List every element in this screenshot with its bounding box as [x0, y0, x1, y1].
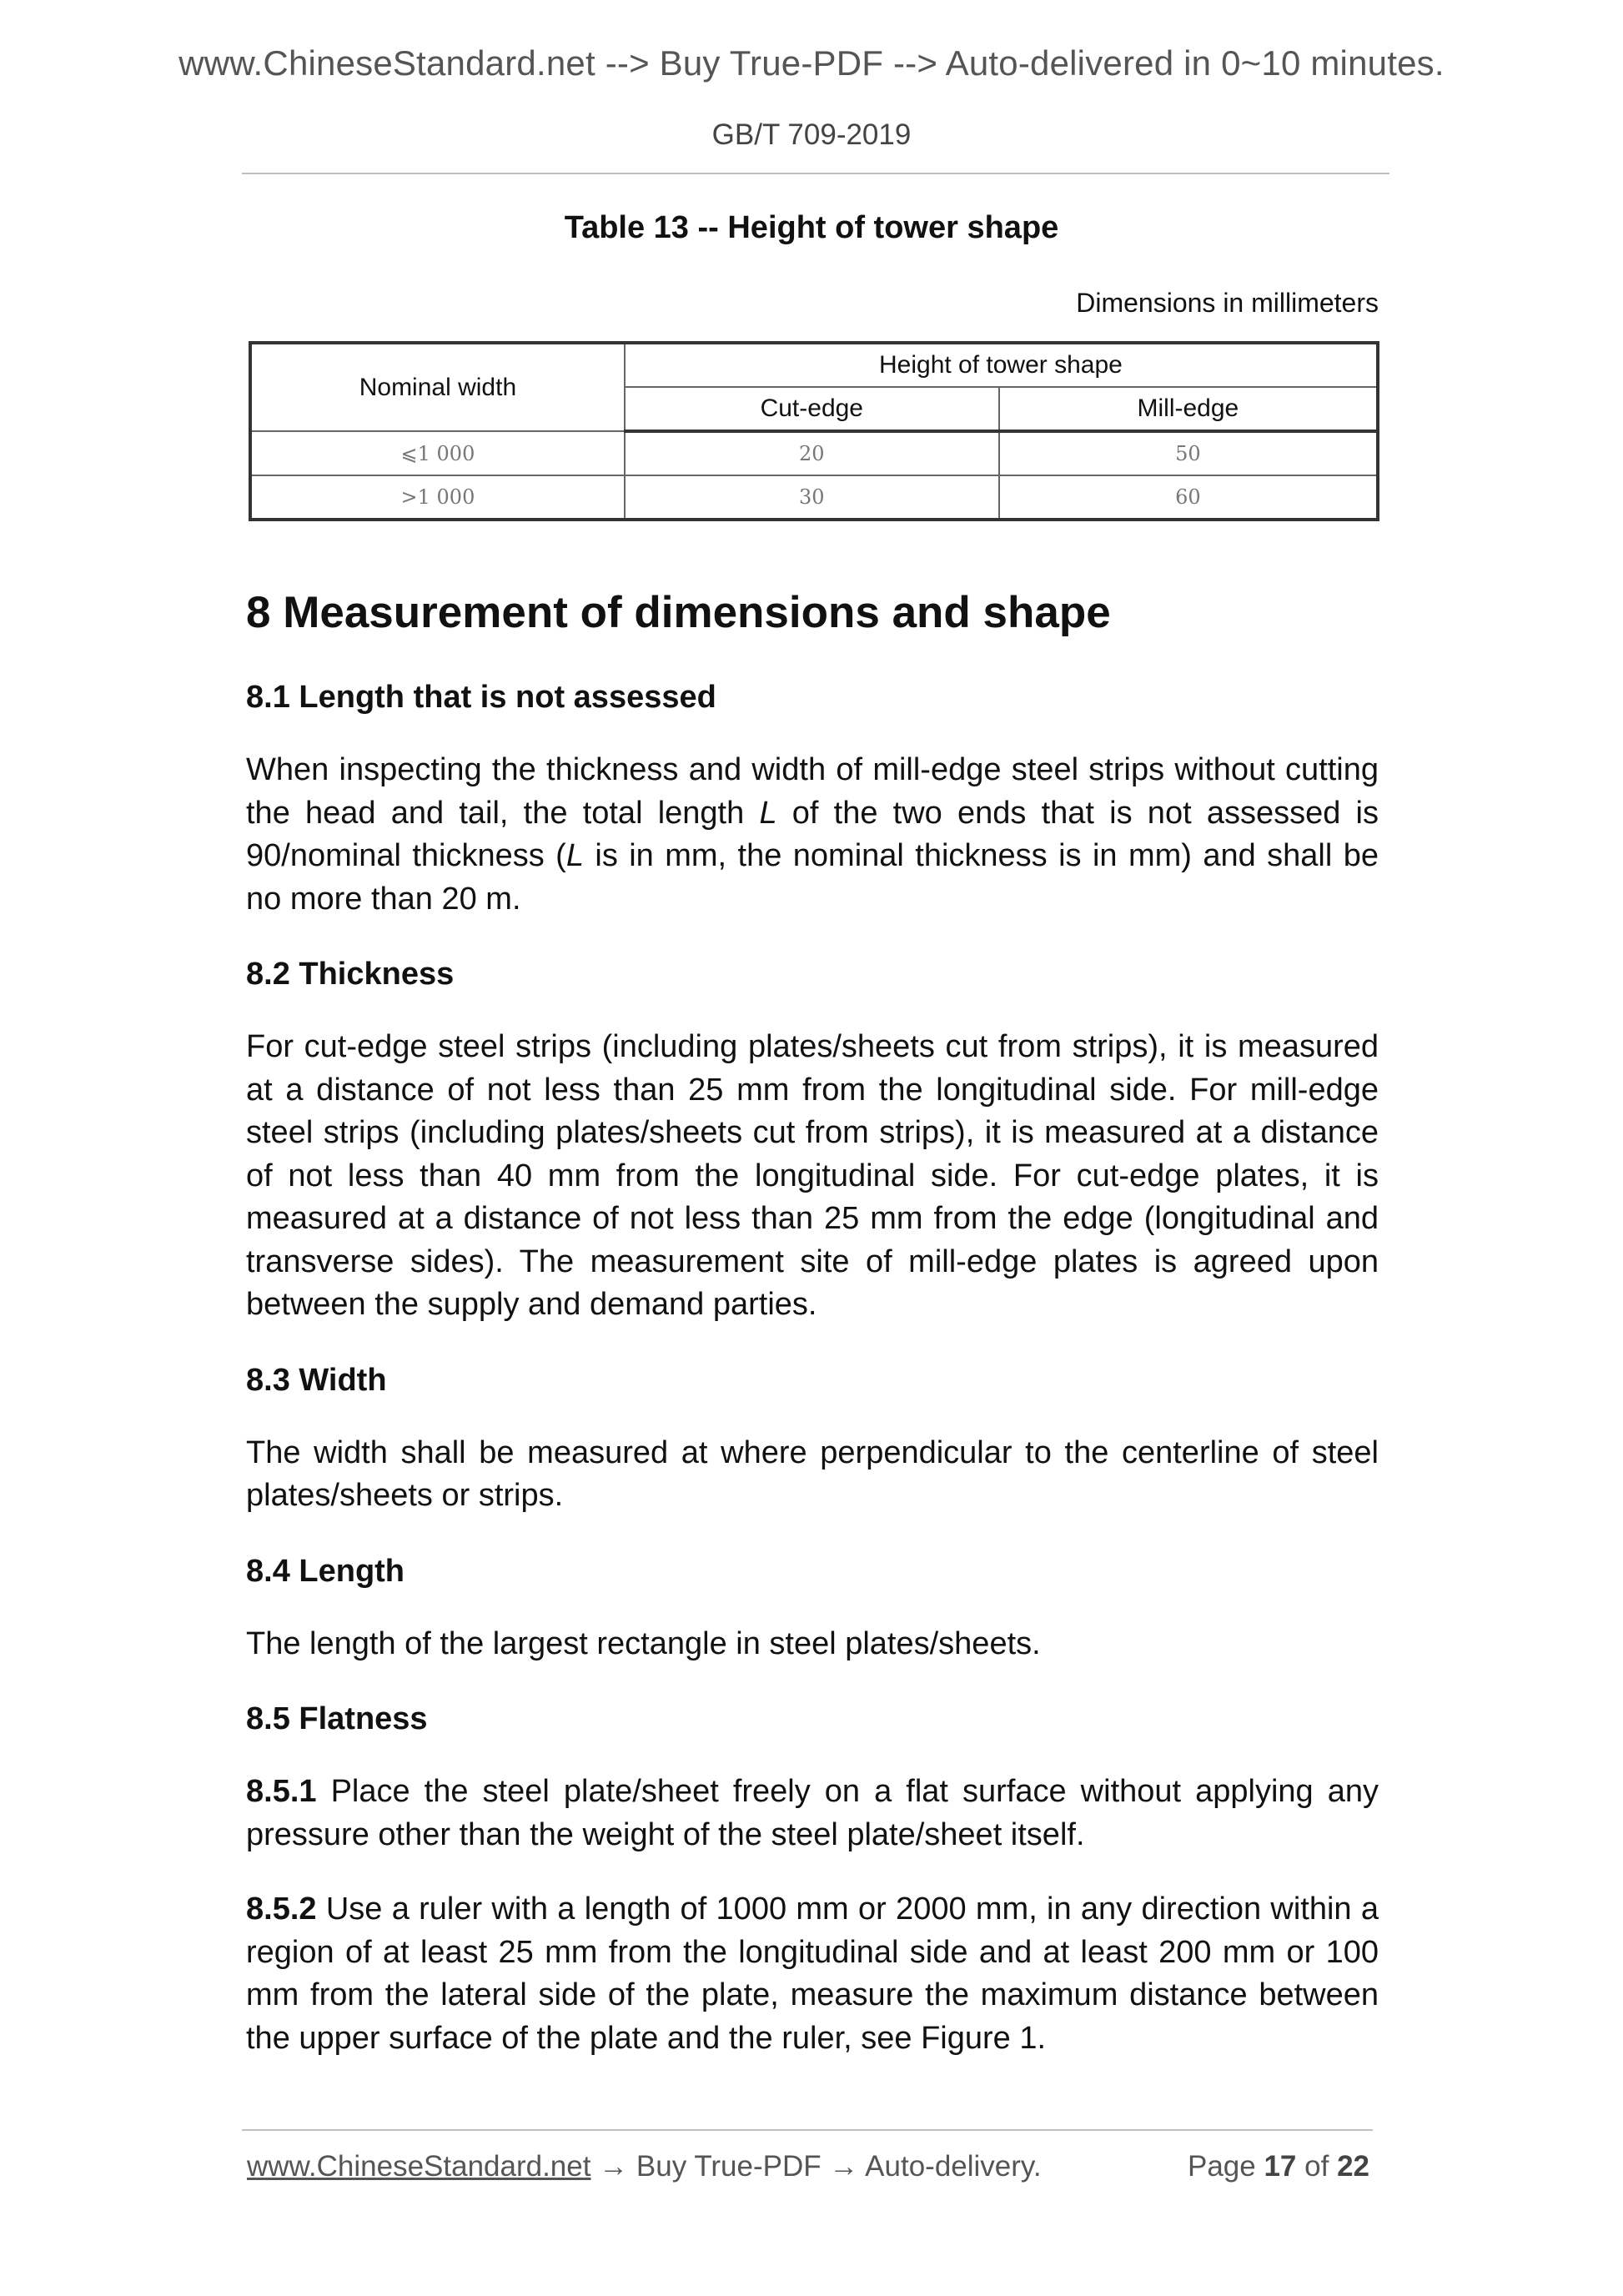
paragraph: The length of the largest rectangle in steel plates/sheets.: [246, 1625, 1041, 1661]
header-divider: [242, 173, 1389, 174]
tower-shape-table: [249, 341, 1379, 521]
footer-link-text: www.ChineseStandard.net → Buy True-PDF → Auto-delivery.: [247, 2150, 1042, 2183]
paragraph: The width shall be measured at where perpendicular to the centerline of steel plates/sheets or strips.: [246, 1434, 1379, 1513]
paragraph: 8.5.2 Use a ruler with a length of 1000 mm or 2000 mm, in any direction within a region of at least 25 mm from the longitudinal side and at least 200 mm or 100 mm from the lateral side of the plate, measure the maximum distance between the upper surface of the plate and the ruler, see Figure 1.: [246, 1892, 1379, 2056]
cell-nominal-width: ⩽1 000: [250, 431, 625, 475]
footer-divider: [242, 2129, 1373, 2131]
subsection-heading: 8.4 Length: [246, 1553, 405, 1589]
top-banner: www.ChineseStandard.net --> Buy True-PDF --> Auto-delivered in 0~10 minutes.: [178, 43, 1445, 83]
subsection-heading: 8.1 Length that is not assessed: [246, 680, 716, 715]
cell-cut-edge: 30: [625, 475, 999, 520]
page-indicator: Page 17 of 22: [1187, 2150, 1369, 2183]
footer-site-link[interactable]: www.ChineseStandard.net: [247, 2150, 591, 2183]
paragraph: When inspecting the thickness and width of mill-edge steel strips without cutting the head and tail, the total length L of the two ends that is not assessed is 90/nominal thickness (L is in mm, the nominal thickness is in mm) and shall be no more than 20 m.: [246, 752, 1379, 917]
table-row: [250, 431, 1378, 475]
table-row: [250, 475, 1378, 520]
header-nominal-width: Nominal width: [250, 343, 625, 431]
header-cut-edge: Cut-edge: [625, 387, 999, 431]
subsection-heading: 8.3 Width: [246, 1362, 387, 1398]
subsection-heading: 8.2 Thickness: [246, 957, 455, 992]
cell-nominal-width: >1 000: [250, 475, 625, 520]
table-title: Table 13 -- Height of tower shape: [564, 210, 1059, 245]
subsection-heading: 8.5 Flatness: [246, 1701, 428, 1736]
paragraph: For cut-edge steel strips (including plates/sheets cut from strips), it is measured at a distance of not less than 25 mm from the longitudinal side. For mill-edge steel strips (including plates/sheets cut from strips), it is measured at a distance of not less than 40 mm from the longitudinal side. For cut-edge plates, it is measured at a distance of not less than 25 mm from the edge (longitudinal and transverse sides). The measurement site of mill-edge plates is agreed upon between the supply and demand parties.: [246, 1029, 1379, 1322]
paragraph: 8.5.1 Place the steel plate/sheet freely on a flat surface without applying any pressure other than the weight of the steel plate/sheet itself.: [246, 1774, 1379, 1852]
header-height-group: Height of tower shape: [625, 343, 1378, 387]
cell-mill-edge: 50: [999, 431, 1378, 475]
cell-cut-edge: 20: [625, 431, 999, 475]
standard-code: GB/T 709-2019: [711, 118, 912, 151]
cell-mill-edge: 60: [999, 475, 1378, 520]
section-heading: 8 Measurement of dimensions and shape: [246, 588, 1111, 637]
header-mill-edge: Mill-edge: [999, 387, 1378, 431]
units-note: Dimensions in millimeters: [1076, 288, 1379, 318]
section-content: [246, 584, 1379, 2060]
